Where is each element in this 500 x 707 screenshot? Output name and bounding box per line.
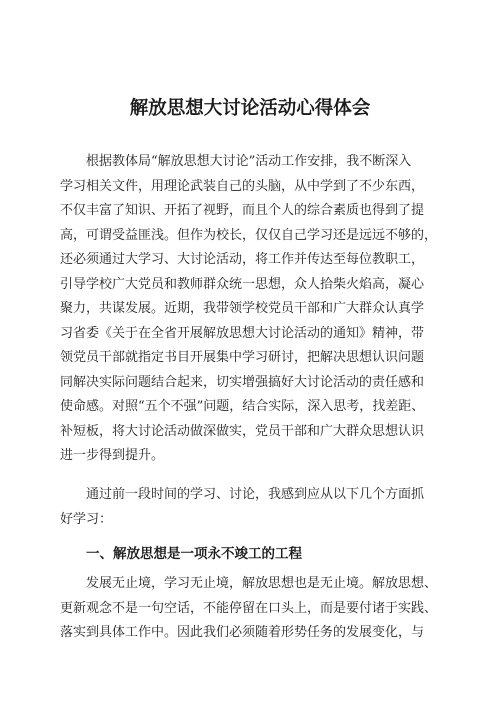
text-line: 补短板，将大讨论活动做深做实，党员干部和广大群众思想认识: [60, 423, 425, 439]
text-line: 领党员干部就指定书目开展集中学习研讨，把解决思想认识问题: [60, 350, 425, 365]
text-line: 根据教体局“解放思想大讨论”活动工作安排，我不断深入: [86, 154, 412, 169]
text-line: 还必须通过大学习、大讨论活动，将工作并传达至每位教职工，: [60, 252, 425, 267]
text-line: 高，可谓受益匪浅。但作为校长，仅仅自己学习还是远远不够的，: [60, 227, 438, 243]
document-title: 解放思想大讨论活动心得体会: [129, 98, 371, 119]
text-line: 落实到具体工作中。因此我们必须随着形势任务的发展变化，与: [60, 625, 425, 640]
text-line: 发展无止境，学习无止境，解放思想也是无止境。解放思想、: [86, 576, 438, 591]
paragraph-intro: [60, 150, 442, 469]
text-line: 通过前一段时间的学习、讨论，我感到应从以下几个方面抓: [86, 487, 425, 502]
text-line: 进一步得到提升。: [60, 448, 165, 463]
paragraph-section-1: [60, 572, 442, 646]
text-line: 不仅丰富了知识、开拓了视野，而且个人的综合素质也得到了提: [60, 203, 425, 218]
text-line: 好学习：: [60, 511, 113, 527]
text-line: 同解决实际问题结合起来，切实增强搞好大讨论活动的责任感和: [60, 374, 425, 390]
text-line: 使命感。对照“五个不强”问题，结合实际，深入思考，找差距、: [60, 399, 425, 414]
text-line: 更新观念不是一句空话，不能停留在口头上，而是要付诸于实践、: [60, 600, 438, 616]
text-line: 学习相关文件，用理论武装自己的头脑，从中学到了不少东西，: [60, 178, 425, 194]
text-line: 习省委《关于在全省开展解放思想大讨论活动的通知》精神，带: [60, 325, 425, 341]
text-line: 聚力，共谋发展。近期，我带领学校党员干部和广大群众认真学: [60, 301, 425, 316]
text-line: 引导学校广大党员和教师群众统一思想，众人拾柴火焰高，凝心: [60, 276, 425, 292]
paragraph-transition: [60, 483, 442, 532]
section-heading: 一、解放思想是一项永不竣工的工程: [86, 546, 302, 562]
